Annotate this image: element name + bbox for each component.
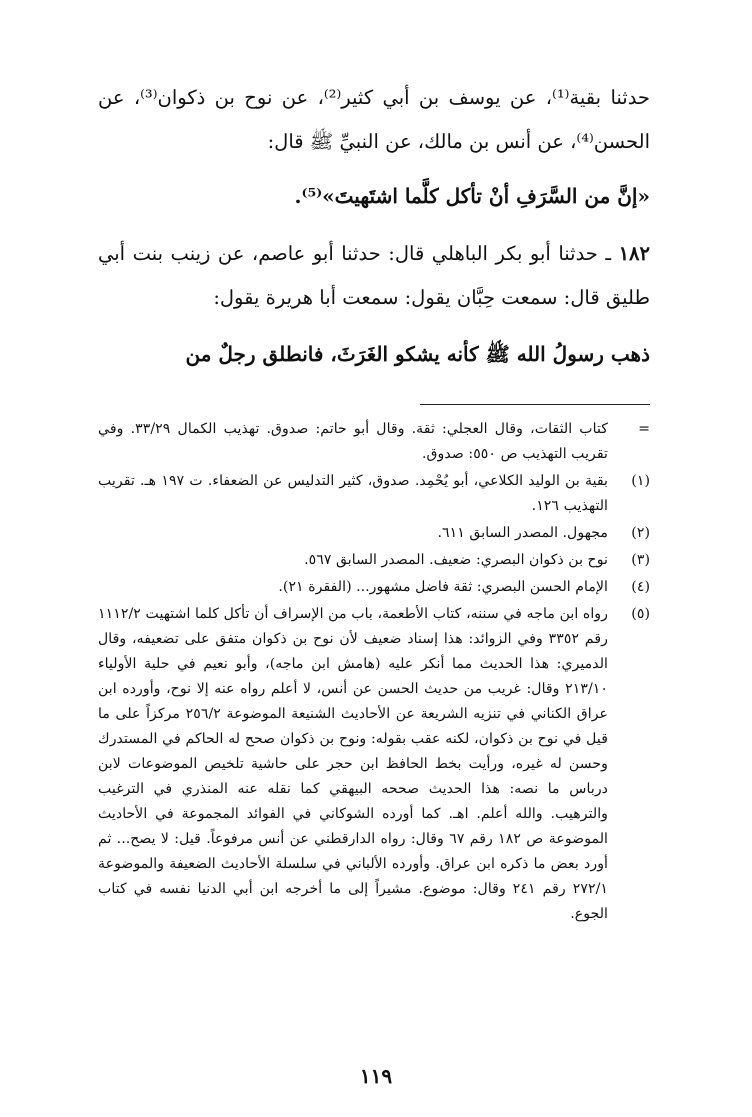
footnotes — [98, 417, 650, 927]
footnote-marker: (٣) — [631, 552, 650, 568]
footnote-text: الإمام الحسن البصري: ثقة فاضل مشهور... (الفقرة ٢١). — [278, 579, 608, 595]
footnote-text: كتاب الثقات، وقال العجلي: ثقة. وقال أبو حاتم: صدوق. تهذيب الكمال ٣٣/٢٩. وفي تقريب التهذيب ص ٥٥٠: صدوق. — [98, 421, 608, 462]
isnad-paragraph: حدثنا بقية⁽¹⁾، عن يوسف بن أبي كثير⁽²⁾، عن نوح بن ذكوان⁽³⁾، عن الحسن⁽⁴⁾، عن أنس بن مالك، عن النبيِّ ﷺ قال: — [98, 86, 650, 153]
footnote-item — [98, 469, 650, 519]
footnote-item — [98, 548, 650, 573]
main-text — [98, 76, 650, 376]
footnote-marker: (٢) — [631, 525, 650, 541]
footnote-text: نوح بن ذكوان البصري: ضعيف. المصدر السابق ٥٦٧. — [304, 552, 608, 568]
hadith-text-2: ذهب رسولُ الله ﷺ كأنه يشكو الغَرَثَ، فانطلق رجلٌ من — [185, 342, 650, 366]
footnote-marker: = — [638, 421, 650, 437]
footnote-item — [98, 417, 650, 467]
page-number: ١١٩ — [359, 1064, 393, 1088]
footnote-text: مجهول. المصدر السابق ٦١١. — [437, 525, 608, 541]
footnote-marker: (٤) — [631, 579, 650, 595]
footnote-marker: (١) — [631, 473, 650, 489]
footnote-divider — [420, 404, 650, 405]
footnote-text: بقية بن الوليد الكلاعي، أبو يُحْمِد. صدوق، كثير التدليس عن الضعفاء. ت ١٩٧ هـ. تقريب التهذيب ١٢٦. — [98, 473, 608, 514]
entry-number: ١٨٢ — [618, 242, 650, 265]
book-page — [98, 76, 650, 929]
entry-paragraph — [98, 232, 650, 320]
footnote-marker: (٥) — [631, 606, 650, 622]
footnote-item — [98, 575, 650, 600]
footnote-item — [98, 602, 650, 927]
entry-isnad: ـ حدثنا أبو بكر الباهلي قال: حدثنا أبو عاصم، عن زينب بنت أبي طليق قال: سمعت حِبَّان يقول: سمعت أبا هريرة يقول: — [98, 242, 650, 309]
footnote-item — [98, 521, 650, 546]
footnote-text: رواه ابن ماجه في سننه، كتاب الأطعمة، باب من الإسراف أن تأكل كلما اشتهيت ١١١٢/٢ رقم ٣٣٥٢ وفي الزوائد: هذا إسناد ضعيف لأن نوح بن ذكوان متفق على تضعيفه، وقال الدميري: هذا الحديث مما أنكر عليه (هامش ابن ماجه)، وأبو نعيم في حلية الأولياء ٢١٣/١٠ وقال: غريب من حديث الحسن عن أنس، لا أعلم رواه عنه إلا نوح، وأورده ابن عراق الكناني في تنزيه الشريعة عن الأحاديث الشنيعة الموضوعة ٢٥٦/٢ مركزاً على ما قيل في نوح بن ذكوان، لكنه عقب بقوله: ونوح بن ذكوان صحح له الحاكم في المستدرك وحسن له غيره، ورأيت بخط الحافظ ابن حجر على حاشية تلخيص الموضوعات لابن درباس ما نصه: هذا الحديث صححه البيهقي كما نقله عنه المنذري في الترغيب والترهيب. والله أعلم. اهـ. كما أورده الشوكاني في الفوائد المجموعة في الأحاديث الموضوعة ص ١٨٢ رقم ٦٧ وقال: رواه الدارقطني عن أنس مرفوعاً. قيل: لا يصح... ثم أورد بعض ما ذكره ابن عراق. وأورده الألباني في سلسلة الأحاديث الضعيفة والموضوعة ٢٧٢/١ رقم ٢٤١ وقال: موضوع. مشيراً إلى ما أخرجه ابن أبي الدنيا نفسه في كتاب الجوع. — [98, 606, 608, 922]
hadith-text: «إنَّ من السَّرَفِ أنْ تأكل كلَّما اشتَهيتَ»⁽⁵⁾. — [294, 184, 650, 208]
